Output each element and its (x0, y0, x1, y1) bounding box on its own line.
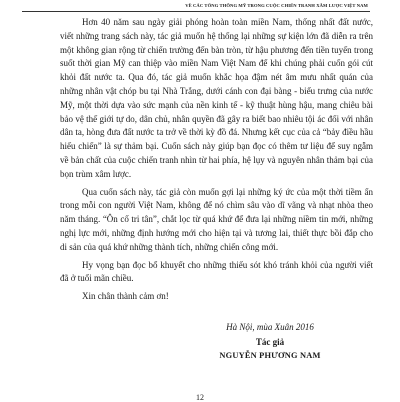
author-role: Tác giả (255, 337, 285, 347)
header-rule (22, 11, 370, 12)
signature-block (190, 320, 350, 363)
author-name: NGUYỄN PHƯƠNG NAM (219, 351, 321, 360)
running-header: VỀ CÁC TỔNG THỐNG MỸ TRONG CUỘC CHIẾN TRANH XÂM LƯỢC VIỆT NAM (185, 3, 368, 8)
paragraph-hope: Hy vọng bạn đọc bổ khuyết cho những thiếu sót khó tránh khỏi của người viết đã ở tuổi mãn chiều. (60, 259, 373, 284)
paragraph-thanks: Xin chân thành cảm ơn! (82, 291, 169, 302)
body-text (60, 16, 373, 304)
paragraph-intro: Hơn 40 năm sau ngày giải phóng hoàn toàn miền Nam, thống nhất đất nước, viết những trang sách này, tác giả muốn hệ thống lại những sự kiện lớn đã diễn ra trên một không gian rộng từ chiến trường đến bàn tròn, từ hậu phương đến tiền tuyến trong suốt thời gian Mỹ can thiệp vào miền Nam Việt Nam để khi chúng phải cuốn gói cút khỏi đất nước ta. Qua đó, tác giả muốn khắc họa đậm nét âm mưu nhất quán của những nhân vật chóp bu tại Nhà Trắng, dưới cánh con đại bàng - biểu trưng của nước Mỹ, một thời dựa vào sức mạnh của nền kinh tế - kỹ thuật hùng hậu, mang chiêu bài bảo vệ thế giới tự do, dân chủ, nhân quyền đã gây ra biết bao nhiêu tội ác đối với nhân dân ta, hòng đưa đất nước ta trở về thời kỳ đồ đá. Nhưng kết cục của cả “bảy điều hầu hiếu chiến” là sự thảm bại. Cuốn sách này giúp bạn đọc có thêm tư liệu để suy ngẫm về bản chất của cuộc chiến tranh nhìn từ hai phía, hệ lụy và nguyên nhân thảm bại của bọn trùm xâm lược. (60, 17, 373, 179)
page-number: 12 (196, 393, 204, 402)
paragraph-memories: Qua cuốn sách này, tác giả còn muốn gợi lại những ký ức của một thời tiềm ẩn trong mỗi con người Việt Nam, không để nó chìm sâu vào dĩ vãng và nhạt nhòa theo năm tháng. “Ôn cố tri tân”, chắt lọc từ quá khứ để đưa lại những niềm tin mới, những nghị lực mới, những định hướng mới cho hiện tại và tương lai, thiết thực bồi đắp cho di sản của quá khứ những thành tích, những chiến công mới. (60, 186, 373, 252)
place-date: Hà Nội, mùa Xuân 2016 (226, 322, 314, 332)
